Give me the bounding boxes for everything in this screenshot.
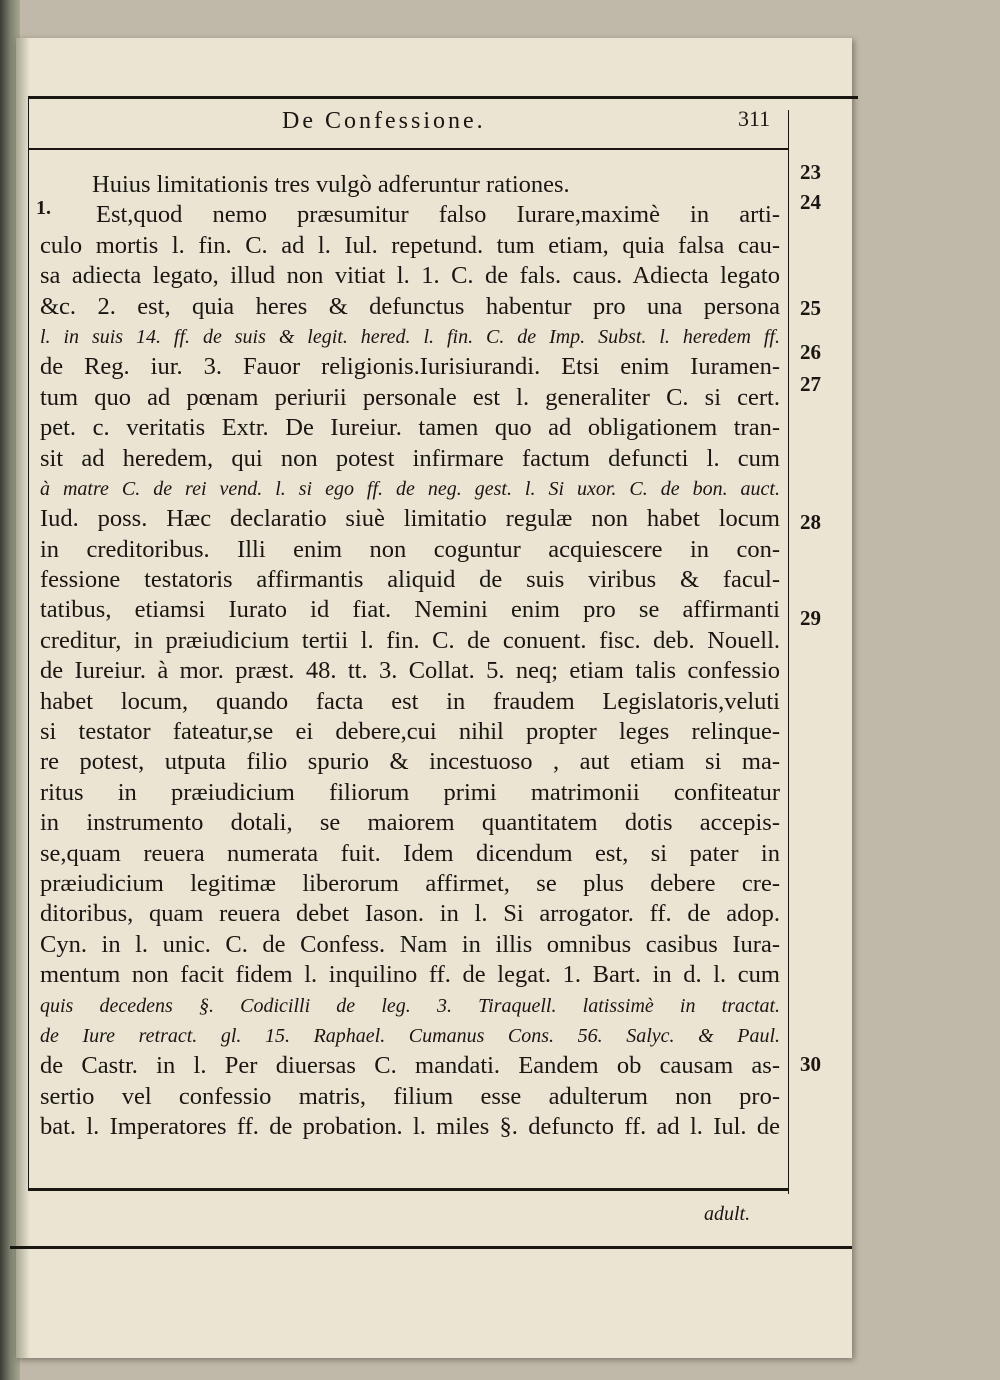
text-line: in creditoribus. Illi enim non coguntur acquiescere in con- (40, 535, 780, 563)
text-line: pet. c. veritatis Extr. De Iureiur. tamen quo ad obligationem tran- (40, 414, 780, 442)
margin-number: 25 (800, 296, 821, 320)
section-number: 1. (36, 197, 51, 219)
margin-number: 23 (800, 160, 821, 184)
margin-number: 24 (800, 190, 821, 214)
margin-number: 27 (800, 372, 821, 396)
text-line: de Reg. iur. 3. Fauor religionis.Iurisiurandi. Etsi enim Iuramen- (40, 353, 780, 381)
text-line: tum quo ad pœnam periurii personale est l. generaliter C. si cert. (40, 383, 780, 411)
footer-rule (10, 1246, 852, 1249)
text-line: præiudicium legitimæ liberorum affirmet, se plus debere cre- (40, 869, 780, 897)
text-line: bat. l. Imperatores ff. de probation. l. miles §. defuncto ff. ad l. Iul. de (40, 1113, 780, 1141)
margin-rule (788, 110, 789, 1194)
text-line: quis decedens §. Codicilli de leg. 3. Tiraquell. latissimè in tractat. (40, 994, 780, 1017)
text-line: de Castr. in l. Per diuersas C. mandati. Eandem ob causam as- (40, 1052, 780, 1080)
text-line: tatibus, etiamsi Iurato id fiat. Nemini enim pro se affirmanti (40, 596, 780, 624)
text-line: Iud. poss. Hæc declaratio siuè limitatio regulæ non habet locum (40, 505, 780, 533)
bottom-rule (28, 1188, 788, 1191)
text-line: &c. 2. est, quia heres & defunctus habentur pro una persona (40, 292, 780, 320)
text-line: l. in suis 14. ff. de suis & legit. hered. l. fin. C. de Imp. Subst. l. heredem ff. (40, 325, 780, 348)
text-line: de Iureiur. à mor. præst. 48. tt. 3. Collat. 5. neq; etiam talis confessio (40, 657, 780, 685)
text-line: ritus in præiudicium filiorum primi matrimonii confiteatur (40, 778, 780, 806)
left-rule (28, 96, 29, 1190)
margin-number: 26 (800, 340, 821, 364)
text-line: culo mortis l. fin. C. ad l. Iul. repetund. tum etiam, quia falsa cau- (40, 231, 780, 259)
text-line: à matre C. de rei vend. l. si ego ff. de neg. gest. l. Si uxor. C. de bon. auct. (40, 477, 780, 500)
text-line: Cyn. in l. unic. C. de Confess. Nam in illis omnibus casibus Iura- (40, 930, 780, 958)
text-line: fessione testatoris affirmantis aliquid de suis viribus & facul- (40, 566, 780, 594)
top-rule (28, 96, 858, 99)
text-line: re potest, utputa filio spurio & incestuoso , aut etiam si ma- (40, 748, 780, 776)
text-line: in instrumento dotali, se maiorem quantitatem dotis accepis- (40, 809, 780, 837)
text-line: habet locum, quando facta est in fraudem Legislatoris,veluti (40, 687, 780, 715)
text-line: se,quam reuera numerata fuit. Idem dicendum est, si pater in (40, 839, 780, 867)
catchword: adult. (704, 1203, 751, 1225)
margin-number: 30 (800, 1052, 821, 1076)
text-line: Est,quod nemo præsumitur falso Iurare,maximè in arti- (96, 201, 780, 229)
text-line: sa adiecta legato, illud non vitiat l. 1. C. de fals. caus. Adiecta legato (40, 262, 780, 290)
text-line: mentum non facit fidem l. inquilino ff. de legat. 1. Bart. in d. l. cum (40, 961, 780, 989)
margin-number: 28 (800, 510, 821, 534)
text-line: de Iure retract. gl. 15. Raphael. Cumanus Cons. 56. Salyc. & Paul. (40, 1024, 780, 1047)
margin-number: 29 (800, 606, 821, 630)
text-line: creditur, in præiudicium tertii l. fin. C. de conuent. fisc. deb. Nouell. (40, 626, 780, 654)
text-line: sit ad heredem, qui non potest infirmare factum defuncti l. cum (40, 444, 780, 472)
body-text (40, 170, 780, 1143)
page-number: 311 (738, 106, 771, 131)
running-head: De Confessione. (282, 108, 486, 134)
text-line: Huius limitationis tres vulgò adferuntur rationes. (92, 171, 570, 198)
text-line: ditoribus, quam reuera debet Iason. in l. Si arrogator. ff. de adop. (40, 900, 780, 928)
header-rule (28, 148, 788, 150)
text-line: si testator fateatur,se ei debere,cui nihil propter leges relinque- (40, 718, 780, 746)
text-line: sertio vel confessio matris, filium esse adulterum non pro- (40, 1082, 780, 1110)
